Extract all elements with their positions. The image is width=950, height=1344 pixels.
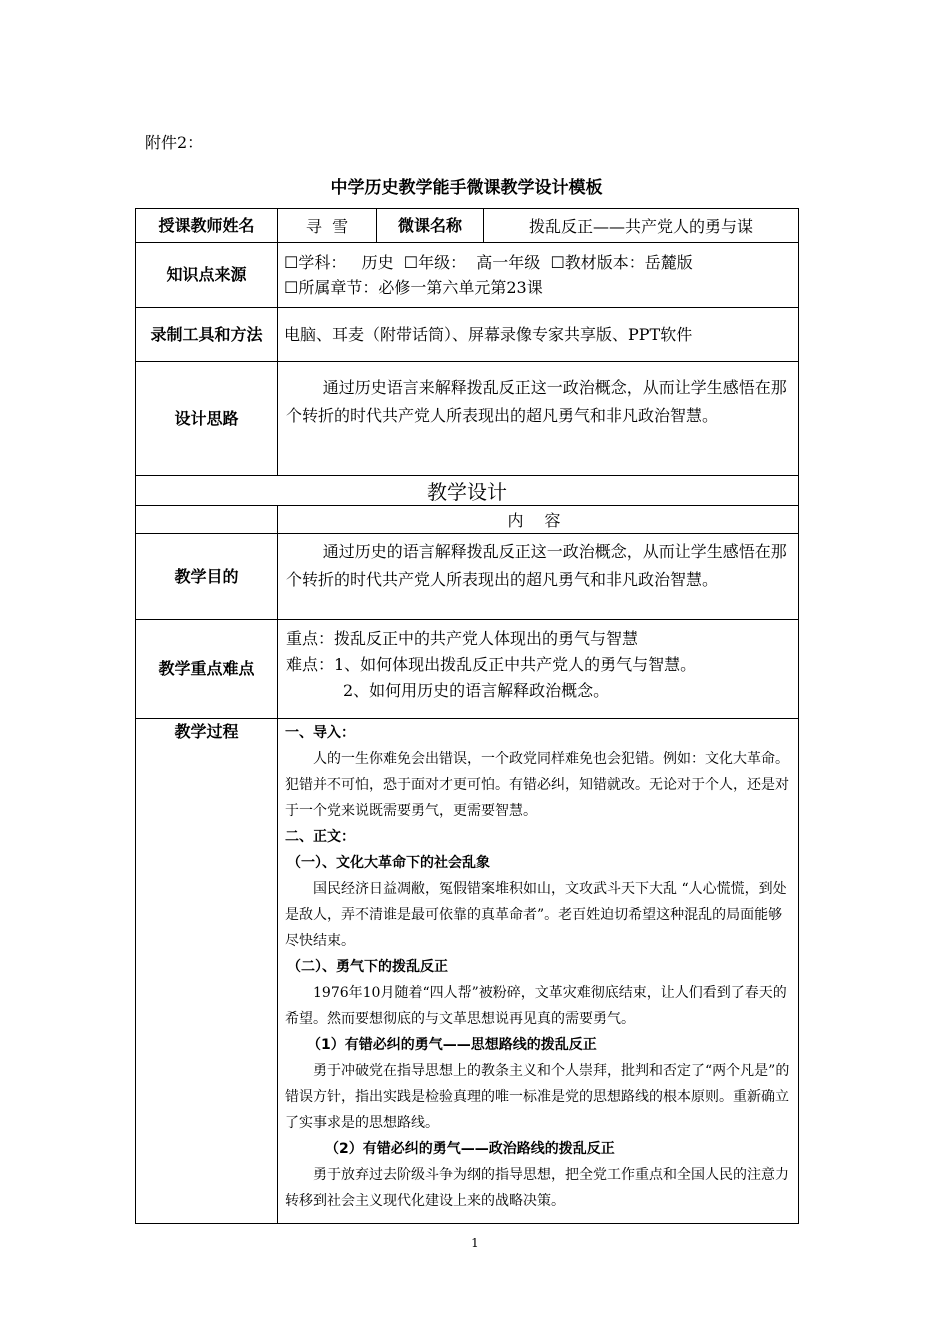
goal-text: 通过历史的语言解释拨乱反正这一政治概念，从而让学生感悟在那个转折的时代共产党人所表现出的超凡勇气和非凡政治智慧。: [286, 542, 787, 589]
process-label: 教学过程: [136, 719, 278, 1224]
process-heading-body: 二、正文：: [285, 829, 355, 845]
process-ideology-text: 勇于冲破党在指导思想上的教条主义和个人崇拜，批判和否定了“两个凡是”的错误方针，指出实践是检验真理的唯一标准是党的思想路线的根本原则。重新确立了实事求是的思想路线。: [285, 1063, 790, 1131]
idea-text-cell: [278, 362, 799, 476]
source-line-chapter: ☐所属章节：必修一第六单元第23课: [284, 278, 543, 297]
process-heading-chaos: （一）、文化大革命下的社会乱象: [287, 855, 490, 871]
process-heading-politics: （2）有错必纠的勇气——政治路线的拨乱反正: [325, 1141, 615, 1157]
process-chaos-text: 国民经济日益凋敝，冤假错案堆积如山，文攻武斗天下大乱 “人心慌慌，到处是敌人，弄不清谁是最可依靠的真革命者”。老百姓迫切希望这种混乱的局面能够尽快结束。: [285, 881, 787, 949]
process-heading-ideology: （1）有错必纠的勇气——思想路线的拨乱反正: [307, 1037, 597, 1053]
process-heading-intro: 一、导入：: [285, 725, 355, 741]
content-header: 内 容: [278, 506, 799, 534]
goal-label: 教学目的: [136, 534, 278, 620]
source-line-subject: ☐学科： 历史 ☐年级： 高一年级 ☐教材版本：岳麓版: [284, 253, 693, 272]
tools-label: 录制工具和方法: [136, 308, 278, 362]
teacher-name: 寻 雪: [278, 209, 377, 243]
tools-value: 电脑、耳麦（附带话筒）、屏幕录像专家共享版、PPT软件: [278, 308, 799, 362]
keypoint-difficulty-1: 难点：1、如何体现出拨乱反正中共产党人的勇气与智慧。: [286, 655, 697, 674]
keypoint-focus: 重点：拨乱反正中的共产党人体现出的勇气与智慧: [286, 629, 639, 648]
page-number: 1: [471, 1236, 479, 1250]
course-name: 拨乱反正——共产党人的勇与谋: [484, 209, 799, 243]
idea-label: 设计思路: [136, 362, 278, 476]
source-label: 知识点来源: [136, 243, 278, 308]
process-politics-text: 勇于放弃过去阶级斗争为纲的指导思想，把全党工作重点和全国人民的注意力转移到社会主义现代化建设上来的战略决策。: [285, 1167, 789, 1209]
teacher-label: 授课教师姓名: [136, 209, 278, 243]
process-heading-courage: （二）、勇气下的拨乱反正: [287, 959, 448, 975]
course-label: 微课名称: [377, 209, 484, 243]
process-courage-text: 1976年10月随着“四人帮”被粉碎，文革灾难彻底结束，让人们看到了春天的希望。然而要想彻底的与文革思想说再见真的需要勇气。: [285, 985, 787, 1027]
goal-text-cell: [278, 534, 799, 620]
process-intro-text: 人的一生你难免会出错误，一个政党同样难免也会犯错。例如：文化大革命。犯错并不可怕，恐于面对才更可怕。有错必纠，知错就改。无论对于个人，还是对于一个党来说既需要勇气，更需要智慧。: [285, 751, 789, 819]
process-row: [136, 719, 799, 1224]
content-header-row: [136, 506, 799, 534]
lesson-design-table: [135, 208, 799, 1224]
keypoint-difficulty-2: 2、如何用历史的语言解释政治概念。: [343, 681, 610, 700]
tools-row: [136, 308, 799, 362]
design-section-row: [136, 476, 799, 506]
keypoint-row: [136, 620, 799, 719]
keypoint-cell: [278, 620, 799, 719]
teacher-row: [136, 209, 799, 243]
process-cell: [278, 719, 799, 1224]
idea-text: 通过历史语言来解释拨乱反正这一政治概念，从而让学生感悟在那个转折的时代共产党人所表现出的超凡勇气和非凡政治智慧。: [286, 378, 787, 425]
source-row: [136, 243, 799, 308]
keypoint-label: 教学重点难点: [136, 620, 278, 719]
goal-row: [136, 534, 799, 620]
design-section-title: 教学设计: [136, 476, 799, 506]
attachment-label: 附件2：: [145, 133, 204, 152]
content-header-blank: [136, 506, 278, 534]
source-value: [278, 243, 799, 308]
document-title: 中学历史教学能手微课教学设计模板: [330, 178, 603, 198]
idea-row: [136, 362, 799, 476]
